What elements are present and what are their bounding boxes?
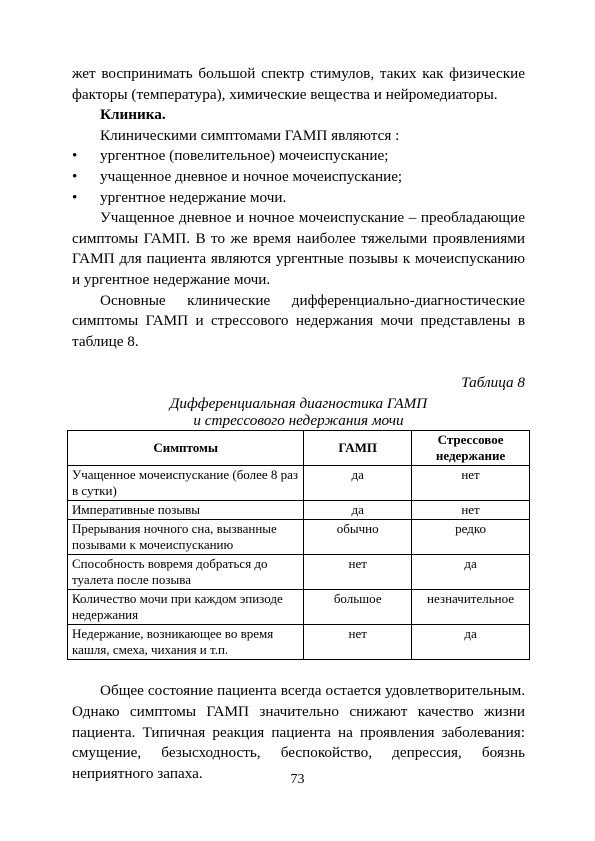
list-item-text: ургентное недержание мочи.	[100, 188, 287, 206]
table-row	[68, 625, 530, 660]
table-row	[68, 501, 530, 520]
table-cell-symptom: Способность вовремя добраться до туалета после позыва	[68, 555, 304, 590]
page-number: 73	[290, 772, 305, 787]
table-cell-gamp: нет	[304, 625, 412, 660]
page-content	[72, 64, 525, 784]
table-cell-symptom: Прерывания ночного сна, вызванные позывами к мочеиспусканию	[68, 520, 304, 555]
table-cell-gamp: нет	[304, 555, 412, 590]
symptom-list	[72, 146, 525, 208]
table-cell-stress: да	[412, 555, 530, 590]
table-cell-stress: редко	[412, 520, 530, 555]
bullet-icon: •	[72, 167, 78, 185]
table-cell-stress: нет	[412, 501, 530, 520]
bullet-icon: •	[72, 147, 78, 165]
column-header-stress: Стрессовое недержание	[412, 431, 530, 466]
table-cell-stress: да	[412, 625, 530, 660]
symptoms-lead: Клиническими симптомами ГАМП являются :	[100, 126, 400, 144]
list-item	[72, 167, 525, 188]
table-row	[68, 520, 530, 555]
table-header-row	[68, 431, 530, 466]
table-cell-symptom: Количество мочи при каждом эпизоде недержания	[68, 590, 304, 625]
table-cell-stress: незначительное	[412, 590, 530, 625]
intro-paragraph: жет воспринимать большой спектр стимулов, таких как физические факторы (температура), химические вещества и нейромедиаторы.	[72, 65, 525, 103]
general-condition-paragraph: Общее состояние пациента всегда остается удовлетворительным. Однако симптомы ГАМП значительно снижают качество жизни пациента. Типичная реакция пациента на проявления заболевания: смущение, безысходность, беспокойство, депрессия, боязнь неприятного запаха.	[72, 682, 525, 782]
list-item	[72, 188, 525, 209]
table-cell-gamp: большое	[304, 590, 412, 625]
table-cell-stress: нет	[412, 466, 530, 501]
table-title	[72, 395, 525, 429]
table-cell-gamp: да	[304, 501, 412, 520]
column-header-symptoms: Симптомы	[68, 431, 304, 466]
table-title-line: и стрессового недержания мочи	[193, 412, 404, 430]
table-cell-symptom: Недержание, возникающее во время кашля, смеха, чихания и т.п.	[68, 625, 304, 660]
table-cell-gamp: обычно	[304, 520, 412, 555]
table-cell-symptom: Учащенное мочеиспускание (более 8 раз в сутки)	[68, 466, 304, 501]
table-row	[68, 555, 530, 590]
table-row	[68, 466, 530, 501]
table-cell-gamp: да	[304, 466, 412, 501]
table-cell-symptom: Императивные позывы	[68, 501, 304, 520]
prevailing-symptoms-paragraph: Учащенное дневное и ночное мочеиспускание – преобладающие симптомы ГАМП. В то же время наиболее тяжелыми проявлениями ГАМП для пациента являются ургентные позывы к мочеиспусканию и ургентное недержание мочи.	[72, 209, 525, 288]
table-label: Таблица 8	[461, 374, 525, 392]
list-item-text: ургентное (повелительное) мочеиспускание;	[100, 147, 389, 165]
section-heading-clinic: Клиника.	[100, 106, 166, 124]
diagnosis-table	[67, 430, 530, 660]
list-item	[72, 146, 525, 167]
table-title-line: Дифференциальная диагностика ГАМП	[169, 395, 428, 413]
bullet-icon: •	[72, 188, 78, 206]
column-header-gamp: ГАМП	[304, 431, 412, 466]
table-row	[68, 590, 530, 625]
table-reference-paragraph: Основные клинические дифференциально-диагностические симптомы ГАМП и стрессового недержания мочи представлены в таблице 8.	[72, 291, 525, 350]
list-item-text: учащенное дневное и ночное мочеиспускание;	[100, 167, 403, 185]
